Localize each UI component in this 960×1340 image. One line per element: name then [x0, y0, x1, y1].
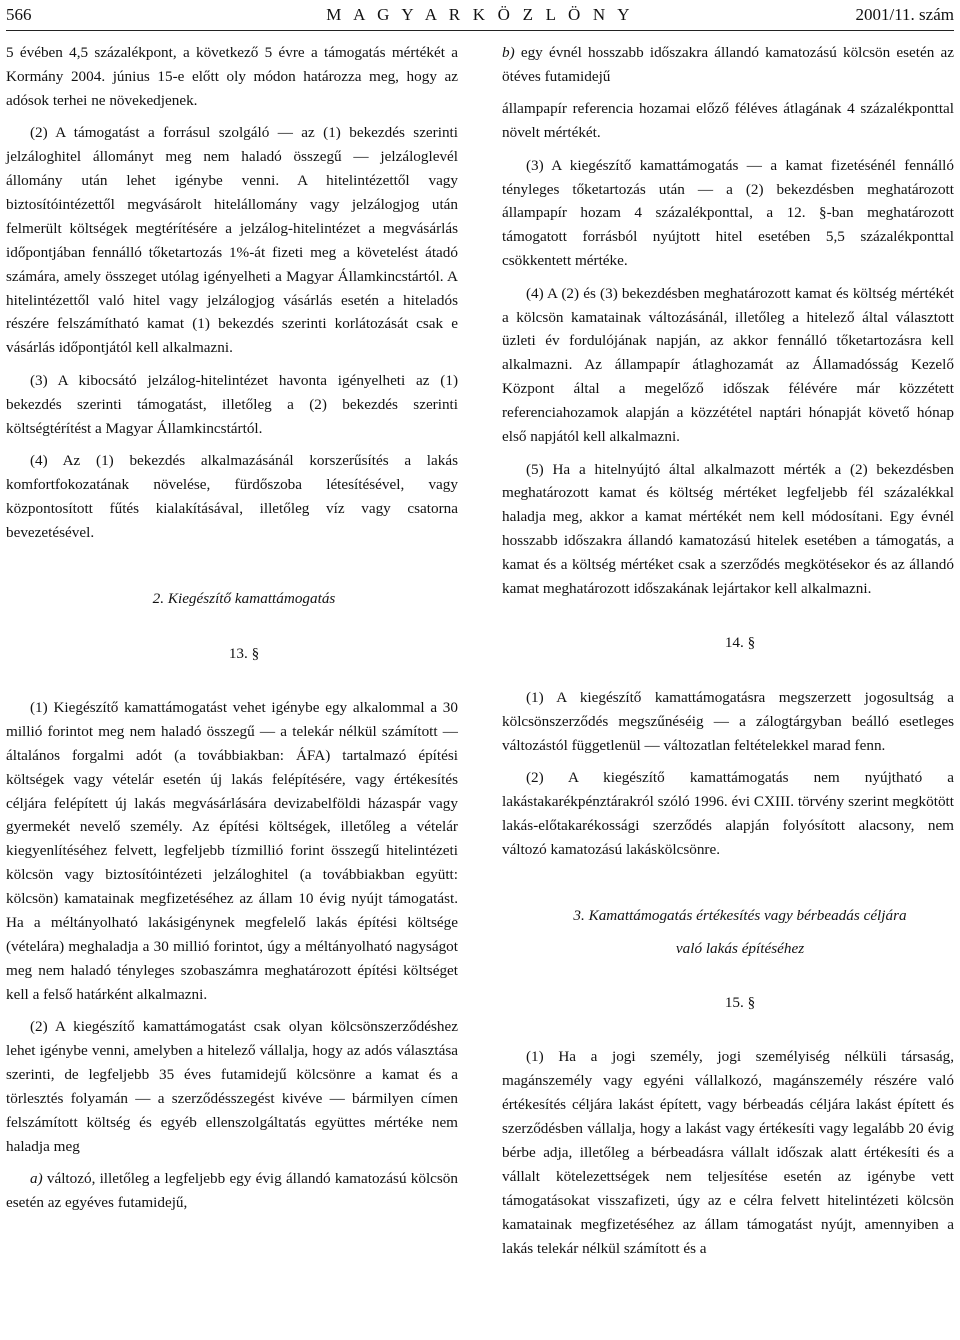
item-label-b: b): [502, 44, 515, 61]
item-label-a: a): [30, 1170, 43, 1188]
paragraph-12-2: (2) A támogatást a forrásul szolgáló — az (1) bekezdés szerinti jelzáloghitel állományt meg nem haladó összegű — jelzáloglevél állomány után lehet igénybe venni. A hitelintézettől vagy biztosítóintézettől megvásárolt hitelállomány vagy jelzálogjog után felmerült költségek megtérítésére a jelzálog-hitelintézet a megvásárlás időpontjában fennálló tőketartozás 1%-át fizeti meg a követelést átadó számára, amely összeget utólag igényelheti a Magyar Államkincstártól. A hitelintézettől való hitel vagy jelzálogjog vásárlás esetén a hiteladós részére felszámítható kamat (1) bekezdés szerinti korlátozását csak e vásárlás időpontjától kell alkalmazni.: [6, 124, 458, 357]
paragraph-13-3: (3) A kiegészítő kamattámogatás — a kamat fizetésénél fennálló tényleges tőketartozás után — a (2) bekezdésben meghatározott állampapír hozam 4 százalékponttal, a 12. §-ban meghatározott támogatott forrásból nyújtott hitel esetében 5,5 százalékponttal csökkentett mértéke.: [502, 156, 954, 270]
paragraph-12-3: (3) A kibocsátó jelzálog-hitelintézet havonta igényelheti az (1) bekezdés szerinti támogatást, illetőleg a (2) bekezdés szerinti költségtérítést a Magyar Államkincstártól.: [6, 371, 458, 437]
paragraph-continuation: 5 évében 4,5 százalékpont, a következő 5 évre a támogatás mértékét a Kormány 2004. június 15-e előtt oly módon határozza meg, hogy az adósok terhei ne növekedjenek.: [6, 44, 458, 109]
paragraph-number-15: 15. §: [724, 994, 756, 1011]
paragraph-14-1: (1) A kiegészítő kamattámogatásra megszerzett jogosultság a kölcsönszerződés megszűnéséig — a zálogtárgyban beálló esetleges változástól függetlenül — változatlan feltételekkel marad fenn.: [502, 688, 954, 754]
page-header: [6, 4, 954, 30]
paragraph-14-2: (2) A kiegészítő kamattámogatás nem nyújtható a lakástakarékpénztárakról szóló 1996. évi CXIII. törvény szerint megkötött lakás-előtakarékossági szerződés alapján folyósított alacsony, nem változó kamatozású lakáskölcsönre.: [502, 769, 954, 858]
issue-number: 2001/11. szám: [855, 5, 954, 24]
paragraph-13-b: [502, 41, 954, 89]
header-rule: [6, 30, 954, 31]
section-title-3-line-1: 3. Kamattámogatás értékesítés vagy bérbeadás céljára: [573, 907, 907, 925]
paragraph-13-4: (4) A (2) és (3) bekezdésben meghatározott kamat és költség mértékét a kölcsön kamatainak változásánál, illetőleg a hitelező által választott üzleti év fordulójának napján, az akkor fennálló tőketartozásra kell alkalmazni. Az állampapír átlaghozamát az Államadósság Kezelő Központ által a megelőző időszak félévére már közzétett referenciahozamok alapján a közzététel naptári hónapját követő hónap első napjától kell alkalmazni.: [502, 284, 954, 446]
section-title-2: 2. Kiegészítő kamattámogatás: [152, 590, 336, 608]
section-title-3-line-2: való lakás építéséhez: [675, 939, 805, 957]
paragraph-13-a: [6, 1167, 458, 1215]
paragraph-13-5: (5) Ha a hitelnyújtó által alkalmazott mérték a (2) bekezdésben meghatározott kamat és költség mértéket legfeljebb fél százalékkal haladja meg, akkor a kamat mértékét nem kell módosítani. Egy évnél hosszabb időszakra állandó kamatozású hitelek esetében a támogatás, a kamat és a költség mértéket csak a szerződés megkötésekor és az állandó kamat meghatározott időszakának lejártakor kell alkalmazni.: [502, 460, 954, 598]
paragraph-13-2: (2) A kiegészítő kamattámogatást csak olyan kölcsönszerződéshez lehet igénybe venni, amelyben a hitelező vállalja, hogy az adós választása szerinti, de legfeljebb 35 éves futamidejű kölcsönre a kamat és a törlesztés folyamán — a szerződésszegést kivéve — bármilyen címen felszámított költség és egyéb ellenszolgáltatás együttes mértéke nem haladja meg: [6, 1018, 458, 1155]
item-text-b: egy évnél hosszabb időszakra állandó kamatozású kölcsön esetén az ötéves futamidejű: [502, 44, 954, 85]
page-number: 566: [6, 5, 32, 24]
item-text-a: változó, illetőleg a legfeljebb egy évig állandó kamatozású kölcsön esetén az egyéves futamidejű,: [6, 1170, 458, 1212]
left-column: [6, 41, 458, 1223]
paragraph-13-1: (1) Kiegészítő kamattámogatást vehet igénybe egy alkalommal a 30 millió forintot meg nem haladó összegű — a telekár nélkül számított — általános forgalmi adót (a továbbiakban: ÁFA) tartalmazó építési költségek vagy vételár esetén új lakás felépítésére, vagy értékesítés céljára felépített új lakás megvásárlására devizabelföldi házaspár vagy gyermekét nevelő személy. Az építési költségek, illetőleg a vételár kiegyenlítéséhez felvett, legfeljebb tízmillió forint összegű hitelintézeti kölcsön vagy biztosítóintézeti jelzáloghitel (a továbbiakban együtt: kölcsön) kamatainak megfizetéséhez az állam 10 évig nyújt támogatást. Ha a méltányolható lakásigénynek megfelelő lakás építési költsége (vételára) meghaladja a 30 millió forintot, úgy a méltányolható nagyságot meg nem haladó tényleges szobaszámra meghatározott építési költséget kell a felső határként alkalmazni.: [6, 698, 458, 1003]
paragraph-number-13: 13. §: [228, 644, 260, 662]
paragraph-number-14: 14. §: [724, 634, 756, 652]
paragraph-12-4: (4) Az (1) bekezdés alkalmazásánál korszerűsítés a lakás komfortfokozatának növelése, fürdőszoba létesítésével, vagy központosított fűtés kialakításával, illetőleg víz vagy csatorna bevezetésével.: [6, 452, 458, 541]
right-column: [502, 41, 954, 1269]
paragraph-15-1: (1) Ha a jogi személy, jogi személyiség nélküli társaság, magánszemély vagy egyéni vállalkozó, magánszemély részére való értékesítés céljára lakást épített, vagy bérbeadás céljára lakást épített és szerződésben vállalja, hogy a lakást vagy értékesíti vagy legalább 20 évig bérbe adja, illetőleg a bérbeadásra vállalt időszak alatt értékesíti és a vállalt kötelezettségek nem teljesítése esetén az igénybe vett támogatásokat visszafizeti, úgy az e célra felvett hitelintézeti kölcsön kamatainak megfizetéséhez az állam támogatást nyújt, amennyiben a lakás telekár nélkül számított és a: [502, 1048, 954, 1257]
journal-title: M A G Y A R K Ö Z L Ö N Y: [326, 5, 634, 24]
paragraph-13-b-continuation: állampapír referencia hozamai előző féléves átlagának 4 százalékponttal növelt mértékét.: [502, 100, 954, 142]
